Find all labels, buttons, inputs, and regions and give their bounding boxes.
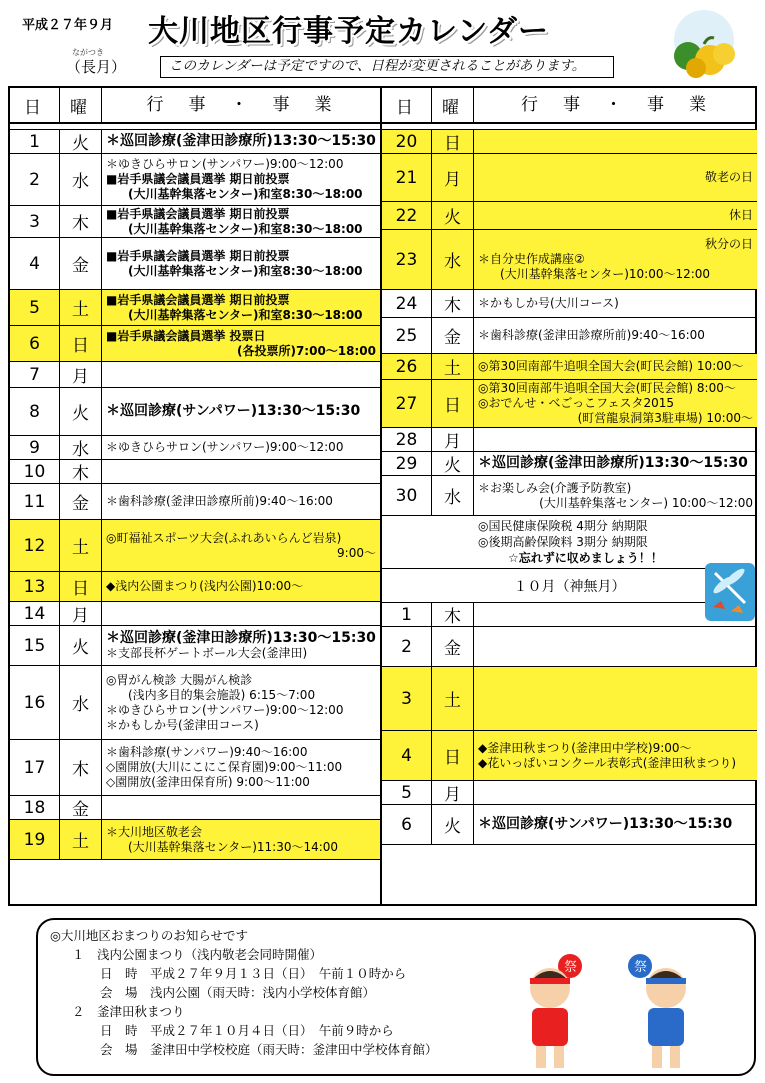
weekday-cell: 土 (60, 520, 102, 571)
day-cell: 19 (10, 820, 60, 859)
event-cell (474, 428, 757, 451)
table-row (382, 318, 757, 354)
day-cell: 6 (10, 326, 60, 361)
event-cell (474, 805, 757, 844)
day-cell: 9 (10, 436, 60, 459)
day-header: 日 (382, 88, 432, 122)
event-line: ◎胃がん検診 大腸がん検診 (106, 672, 253, 687)
table-row (10, 796, 380, 820)
event-line: ＊お楽しみ会(介護予防教室) (478, 480, 632, 495)
day-cell: 10 (10, 460, 60, 483)
event-cell (474, 354, 757, 379)
weekday-cell: 金 (60, 484, 102, 519)
table-row (10, 484, 380, 520)
event-line: ＊自分史作成講座② (478, 252, 585, 266)
table-row (382, 627, 757, 667)
payment-notice (382, 516, 757, 569)
table-row (382, 202, 757, 230)
day-cell: 2 (382, 627, 432, 666)
day-cell: 3 (10, 206, 60, 237)
day-cell: 6 (382, 805, 432, 844)
event-line: (大川基幹集落センター)和室8:30～18:00 (128, 221, 363, 236)
table-row (10, 326, 380, 362)
festival-heading: ◎大川地区おまつりのお知らせです (50, 928, 249, 943)
event-line: ■岩手県議会議員選挙 投票日 (106, 328, 266, 343)
right-rows (382, 130, 757, 516)
table-row (382, 354, 757, 380)
weekday-cell: 日 (432, 731, 474, 780)
event-line: ◎町福祉スポーツ大会(ふれあいらんど岩泉) (106, 530, 342, 545)
table-row (10, 130, 380, 154)
weekday-cell: 月 (432, 154, 474, 201)
event-line: 敬老の日 (704, 170, 753, 184)
october-rows (382, 603, 757, 845)
weekday-cell: 金 (432, 627, 474, 666)
event-line: ■岩手県議会議員選挙 期日前投票 (106, 292, 290, 307)
festival-date: 日 時 平成２７年９月１３日（日） 午前１０時から (100, 966, 407, 981)
event-line: 秋分の日 (704, 237, 753, 251)
event-cell (102, 436, 380, 459)
table-row (10, 740, 380, 796)
notice-line: ◎後期高齢保険料 3期分 納期限 (478, 535, 648, 549)
table-header (10, 88, 380, 124)
festival-item: ２ 釜津田秋まつり (72, 1004, 185, 1019)
day-cell: 18 (10, 796, 60, 819)
fruit-illustration-icon (660, 10, 738, 80)
table-row (10, 206, 380, 238)
event-line: ◆花いっぱいコンクール表彰式(釜津田秋まつり) (478, 755, 737, 770)
weekday-cell: 月 (432, 428, 474, 451)
dragonfly-icon (705, 563, 755, 621)
weekday-cell: 木 (60, 206, 102, 237)
day-cell: 1 (382, 603, 432, 626)
day-cell: 14 (10, 602, 60, 625)
weekday-cell: 金 (60, 796, 102, 819)
event-line: (各投票所)7:00～18:00 (236, 343, 376, 358)
event-cell (102, 362, 380, 387)
day-cell: 5 (10, 290, 60, 325)
weekday-cell: 水 (432, 230, 474, 289)
event-cell (102, 602, 380, 625)
event-cell (102, 154, 380, 205)
right-column (382, 88, 757, 845)
notice-line: ◎国民健康保険税 4期分 納期限 (478, 519, 648, 533)
weekday-cell: 木 (60, 740, 102, 795)
event-line: ■岩手県議会議員選挙 期日前投票 (106, 248, 290, 263)
table-row (10, 820, 380, 860)
table-row (10, 154, 380, 206)
table-row (382, 731, 757, 781)
event-line: ＊巡回診療(釜津田診療所)13:30～15:30 (106, 629, 376, 646)
table-row (10, 290, 380, 326)
day-cell: 4 (10, 238, 60, 289)
october-title: １０月（神無月） (513, 578, 626, 595)
day-cell: 26 (382, 354, 432, 379)
table-row (382, 380, 757, 428)
event-cell (102, 290, 380, 325)
table-row (382, 452, 757, 476)
event-cell (474, 380, 757, 427)
event-cell (102, 238, 380, 289)
table-row (10, 388, 380, 436)
day-cell: 2 (10, 154, 60, 205)
table-row (10, 626, 380, 666)
weekday-cell: 火 (60, 388, 102, 435)
event-cell (474, 452, 757, 475)
day-cell: 25 (382, 318, 432, 353)
day-cell: 3 (382, 667, 432, 730)
day-header: 日 (10, 88, 60, 122)
calendar-table (8, 86, 757, 906)
event-line: ＊巡回診療(サンパワー)13:30～15:30 (478, 816, 733, 832)
event-line: ＊巡回診療(釜津田診療所)13:30～15:30 (106, 133, 376, 149)
weekday-cell: 金 (60, 238, 102, 289)
day-cell: 4 (382, 731, 432, 780)
table-header-right (382, 88, 757, 124)
weekday-cell: 水 (60, 154, 102, 205)
event-line: ＊大川地区敬老会 (106, 824, 203, 839)
day-cell: 21 (382, 154, 432, 201)
event-cell (102, 130, 380, 153)
table-row (10, 362, 380, 388)
weekday-cell: 水 (60, 666, 102, 739)
day-cell: 16 (10, 666, 60, 739)
october-header (382, 569, 757, 603)
weekday-cell: 水 (432, 476, 474, 515)
event-line: ＊巡回診療(釜津田診療所)13:30～15:30 (478, 455, 748, 471)
event-line: ◎第30回南部牛追唄全国大会(町民会館) 8:00～ (478, 381, 736, 395)
event-cell (102, 572, 380, 601)
weekday-cell: 火 (60, 626, 102, 665)
event-cell (474, 476, 757, 515)
event-cell (102, 484, 380, 519)
day-cell: 27 (382, 380, 432, 427)
event-line: (大川基幹集落センター)和室8:30～18:00 (128, 263, 363, 278)
weekday-cell: 日 (60, 572, 102, 601)
festival-item: １ 浅内公園まつり（浅内敬老会同時開催） (72, 947, 323, 962)
event-cell (474, 731, 757, 780)
event-cell (102, 460, 380, 483)
weekday-cell: 火 (60, 130, 102, 153)
event-line: ＊歯科診療(釜津田診療所前)9:40～16:00 (478, 328, 705, 342)
fan-label: 祭 (634, 960, 648, 975)
table-row (382, 805, 757, 845)
event-line: ＊かもしか号(釜津田コース) (106, 717, 259, 732)
event-cell (474, 318, 757, 353)
event-line: (大川基幹集落センター)10:00～12:00 (500, 267, 711, 281)
event-cell (474, 781, 757, 804)
table-row (10, 572, 380, 602)
table-row (10, 666, 380, 740)
weekday-cell: 日 (60, 326, 102, 361)
weekday-cell: 水 (60, 436, 102, 459)
event-line: ＊支部長杯ゲートボール大会(釜津田) (106, 645, 308, 660)
festival-date: 日 時 平成２７年１０月４日（日） 午前９時から (100, 1023, 394, 1038)
event-cell (102, 626, 380, 665)
event-cell (102, 326, 380, 361)
day-cell: 17 (10, 740, 60, 795)
event-cell (102, 740, 380, 795)
festival-place: 会 場 釜津田中学校校庭（雨天時：釜津田中学校体育館） (100, 1042, 438, 1057)
day-cell: 24 (382, 290, 432, 317)
events-header: 行 事 ・ 事 業 (146, 94, 336, 115)
page-title: 大川地区行事予定カレンダー (148, 14, 550, 49)
left-rows (10, 130, 380, 860)
weekday-cell: 日 (432, 130, 474, 153)
event-line: ＊歯科診療(サンパワー)9:40～16:00 (106, 745, 308, 759)
event-cell (474, 230, 757, 289)
schedule-note: このカレンダーは予定ですので、日程が変更されることがあります。 (160, 56, 614, 78)
event-cell (102, 388, 380, 435)
event-cell (102, 520, 380, 571)
table-row (382, 781, 757, 805)
ruby-text: ながつき (72, 48, 104, 57)
day-cell: 20 (382, 130, 432, 153)
weekday-cell: 火 (432, 452, 474, 475)
events-header: 行 事 ・ 事 業 (521, 94, 710, 115)
event-line: (浅内多目的集会施設) 6:15～7:00 (128, 687, 316, 702)
weekday-cell: 月 (60, 362, 102, 387)
event-cell (474, 130, 757, 153)
day-cell: 8 (10, 388, 60, 435)
weekday-cell: 土 (432, 667, 474, 730)
weekday-cell: 土 (432, 354, 474, 379)
day-cell: 29 (382, 452, 432, 475)
weekday-cell: 木 (60, 460, 102, 483)
weekday-cell: 木 (432, 603, 474, 626)
event-cell (102, 796, 380, 819)
weekday-cell: 火 (432, 202, 474, 229)
event-line: 9:00～ (337, 545, 376, 560)
fan-label: 祭 (564, 960, 578, 975)
table-row (382, 428, 757, 452)
weekday-header: 曜 (432, 88, 474, 122)
day-cell: 28 (382, 428, 432, 451)
weekday-cell: 月 (60, 602, 102, 625)
date-label: 平成２７年９月 (22, 18, 114, 33)
day-cell: 22 (382, 202, 432, 229)
table-row (382, 154, 757, 202)
day-cell: 11 (10, 484, 60, 519)
event-cell (474, 627, 757, 666)
event-line: 休日 (728, 208, 753, 222)
month-subtitle: （長月） (66, 58, 127, 76)
event-cell (102, 666, 380, 739)
event-line: (大川基幹集落センター)和室8:30～18:00 (128, 187, 363, 201)
table-row (382, 130, 757, 154)
table-row (382, 667, 757, 731)
event-line: ◎おでんせ・べごっこフェスタ2015 (478, 396, 675, 410)
event-cell (474, 290, 757, 317)
day-cell: 30 (382, 476, 432, 515)
event-line: (大川基幹集落センター) 10:00～12:00 (539, 495, 753, 510)
event-line: ■岩手県議会議員選挙 期日前投票 (106, 206, 290, 221)
event-cell (474, 667, 757, 730)
event-line: ＊ゆきひらサロン(サンパワー)9:00～12:00 (106, 440, 344, 454)
event-line: ◎第30回南部牛追唄全国大会(町民会館) 10:00～ (478, 359, 744, 373)
festival-place: 会 場 浅内公園（雨天時：浅内小学校体育館） (100, 985, 376, 1000)
table-row (382, 290, 757, 318)
table-row (382, 476, 757, 516)
notice-line: ☆忘れずに収めましょう！！ (508, 551, 663, 565)
event-line: ◆浅内公園まつり(浅内公園)10:00～ (106, 579, 304, 593)
event-line: (大川基幹集落センター)和室8:30～18:00 (128, 307, 363, 322)
day-cell: 15 (10, 626, 60, 665)
table-row (10, 238, 380, 290)
event-line: ◇園開放(大川にこにこ保育園)9:00～11:00 (106, 760, 343, 774)
weekday-cell: 木 (432, 290, 474, 317)
weekday-cell: 月 (432, 781, 474, 804)
event-line: ■岩手県議会議員選挙 期日前投票 (106, 172, 290, 186)
event-cell (474, 154, 757, 201)
weekday-cell: 土 (60, 820, 102, 859)
table-row (10, 520, 380, 572)
table-row (10, 436, 380, 460)
event-cell (102, 206, 380, 237)
weekday-cell: 火 (432, 805, 474, 844)
table-row (10, 602, 380, 626)
table-row (382, 603, 757, 627)
day-cell: 7 (10, 362, 60, 387)
event-line: ＊巡回診療(サンパワー)13:30～15:30 (106, 403, 361, 419)
event-line: ◇園開放(釜津田保育所) 9:00～11:00 (106, 775, 310, 789)
weekday-cell: 金 (432, 318, 474, 353)
event-line: ＊ゆきひらサロン(サンパワー)9:00～12:00 (106, 702, 344, 717)
event-line: (大川基幹集落センター)11:30～14:00 (128, 839, 339, 854)
day-cell: 13 (10, 572, 60, 601)
day-cell: 5 (382, 781, 432, 804)
left-column (10, 88, 380, 860)
table-row (382, 230, 757, 290)
day-cell: 23 (382, 230, 432, 289)
event-cell (102, 820, 380, 859)
event-line: ＊歯科診療(釜津田診療所前)9:40～16:00 (106, 494, 333, 508)
event-line: (町営龍泉洞第3駐車場) 10:00～ (577, 411, 753, 425)
event-cell (474, 202, 757, 229)
weekday-cell: 日 (432, 380, 474, 427)
day-cell: 12 (10, 520, 60, 571)
day-cell: 1 (10, 130, 60, 153)
event-line: ＊かもしか号(大川コース) (478, 296, 619, 310)
weekday-cell: 土 (60, 290, 102, 325)
festival-notice (36, 918, 756, 1076)
weekday-header: 曜 (60, 88, 102, 122)
table-row (10, 460, 380, 484)
festival-kids-illustration-icon (490, 926, 750, 1074)
event-line: ◆釜津田秋まつり(釜津田中学校)9:00～ (478, 740, 692, 755)
event-line: ＊ゆきひらサロン(サンパワー)9:00～12:00 (106, 157, 344, 171)
